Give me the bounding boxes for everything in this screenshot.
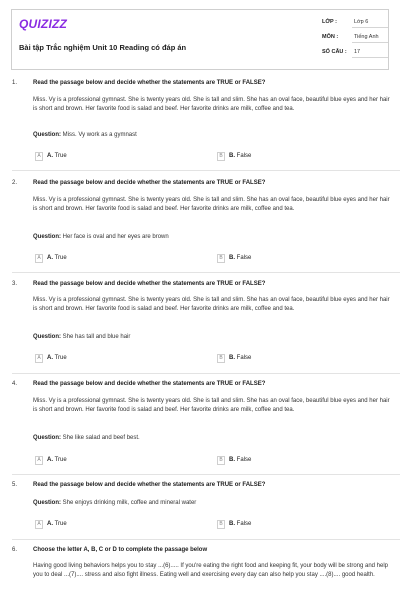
option-key: A.: [47, 457, 53, 463]
question-divider: [12, 272, 400, 273]
option-letter-box: A: [35, 254, 43, 263]
option-key: B.: [229, 521, 235, 527]
question-instruction: Read the passage below and decide whether the statements are TRUE or FALSE?: [33, 381, 266, 387]
question-statement: [33, 435, 140, 441]
question-number: 4.: [12, 381, 18, 387]
option-letter-box: A: [35, 354, 43, 363]
option-letter-box: B: [217, 254, 225, 263]
question-instruction: Read the passage below and decide whether the statements are TRUE or FALSE?: [33, 180, 266, 186]
quizizz-logo: QUIZIZZ: [19, 17, 68, 31]
question-passage: Having good living behaviors helps you to stay ...(6)..... If you're eating the right food and keeping fit, your body will be strong and help you to deal ...(7).... stress and also fight illness. Eating well and exercising every day can also help you stay ....(8).... good health.: [33, 563, 389, 579]
question-divider: [12, 373, 400, 374]
question-instruction: Read the passage below and decide whether the statements are TRUE or FALSE?: [33, 281, 266, 287]
question-statement: [33, 132, 137, 138]
meta-key: SỐ CÂU :: [322, 49, 347, 55]
option-letter-box: B: [217, 520, 225, 529]
question-number: 6.: [12, 547, 18, 553]
statement-text: Miss. Vy work as a gymnast: [62, 132, 137, 138]
statement-text: She like salad and beef best.: [62, 435, 140, 441]
question-divider: [12, 170, 400, 171]
meta-underline: [352, 27, 388, 28]
option-text: False: [236, 355, 252, 361]
question-statement: [33, 500, 196, 506]
question-statement: [33, 234, 169, 240]
option-text: False: [236, 521, 252, 527]
option-letter-box: B: [217, 456, 225, 465]
option-text: True: [54, 355, 67, 361]
option-letter-box: A: [35, 456, 43, 465]
question-instruction: Read the passage below and decide whether the statements are TRUE or FALSE?: [33, 482, 266, 488]
question-instruction: Choose the letter A, B, C or D to complete the passage below: [33, 547, 208, 553]
question-number: 3.: [12, 281, 18, 287]
question-label: Question:: [33, 435, 61, 441]
question-passage: Miss. Vy is a professional gymnast. She is twenty years old. She is tall and slim. She has an oval face, beautiful blue eyes and her hair is short and brown. Her favorite food is salad and beef. Her favorite drinks are milk, coffee and tea.: [33, 297, 390, 313]
worksheet-title: Bài tập Trắc nghiệm Unit 10 Reading có đáp án: [19, 43, 187, 52]
question-passage: Miss. Vy is a professional gymnast. She is twenty years old. She is tall and slim. She has an oval face, beautiful blue eyes and her hair is short and brown. Her favorite food is salad and beef. Her favorite drinks are milk, coffee and tea.: [33, 97, 390, 113]
question-label: Question:: [33, 234, 61, 240]
meta-row-count: [322, 46, 388, 61]
question-divider: [12, 539, 400, 540]
option-letter-box: A: [35, 520, 43, 529]
option-key: A.: [47, 153, 53, 159]
option-letter-box: B: [217, 354, 225, 363]
option-letter-box: B: [217, 152, 225, 161]
option-key: A.: [47, 255, 53, 261]
option-text: True: [54, 153, 67, 159]
question-statement: [33, 334, 130, 340]
option-key: A.: [47, 355, 53, 361]
option-key: A.: [47, 521, 53, 527]
meta-key: LỚP :: [322, 19, 337, 25]
option-key: B.: [229, 355, 235, 361]
meta-underline: [352, 57, 388, 58]
meta-value: Tiếng Anh: [354, 34, 379, 40]
meta-row-grade: [322, 16, 388, 31]
statement-text: She enjoys drinking milk, coffee and mineral water: [62, 500, 197, 506]
question-passage: Miss. Vy is a professional gymnast. She is twenty years old. She is tall and slim. She has an oval face, beautiful blue eyes and her hair is short and brown. Her favorite food is salad and beef. Her favorite drinks are milk, coffee and tea.: [33, 197, 390, 213]
option-key: B.: [229, 457, 235, 463]
statement-text: Her face is oval and her eyes are brown: [62, 234, 169, 240]
question-label: Question:: [33, 334, 61, 340]
option-text: False: [236, 153, 252, 159]
option-text: True: [54, 255, 67, 261]
question-number: 1.: [12, 80, 18, 86]
option-text: False: [236, 457, 252, 463]
meta-value: 17: [354, 49, 361, 55]
option-text: True: [54, 457, 67, 463]
meta-value: Lớp 6: [354, 19, 369, 25]
question-instruction: Read the passage below and decide whether the statements are TRUE or FALSE?: [33, 80, 266, 86]
meta-underline: [352, 42, 388, 43]
question-number: 5.: [12, 482, 18, 488]
option-letter-box: A: [35, 152, 43, 161]
statement-text: She has tall and blue hair: [62, 334, 131, 340]
question-passage: Miss. Vy is a professional gymnast. She is twenty years old. She is tall and slim. She has an oval face, beautiful blue eyes and her hair is short and brown. Her favorite food is salad and beef. Her favorite drinks are milk, coffee and tea.: [33, 398, 390, 414]
option-text: True: [54, 521, 67, 527]
option-key: B.: [229, 255, 235, 261]
option-key: B.: [229, 153, 235, 159]
question-label: Question:: [33, 500, 61, 506]
meta-row-subject: [322, 31, 388, 46]
question-label: Question:: [33, 132, 61, 138]
option-text: False: [236, 255, 252, 261]
question-divider: [12, 474, 400, 475]
meta-info: [322, 16, 388, 61]
meta-key: MÔN :: [322, 34, 339, 40]
worksheet-header: [11, 9, 389, 70]
question-number: 2.: [12, 180, 18, 186]
